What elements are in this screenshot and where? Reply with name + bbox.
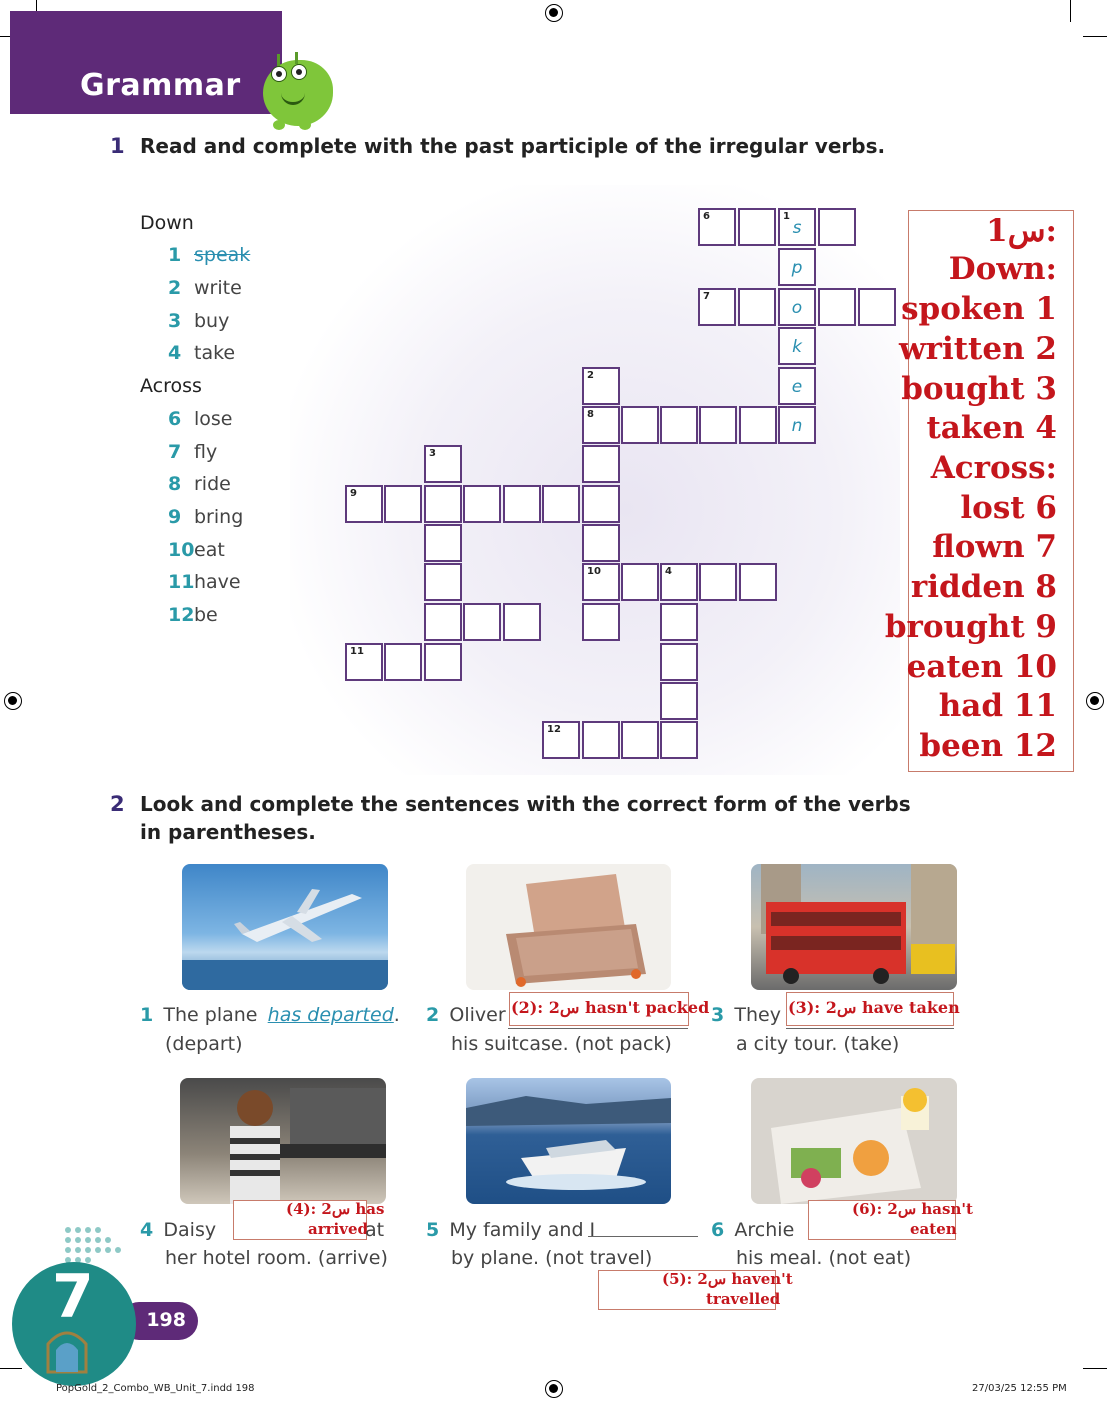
crossword-cell[interactable] bbox=[582, 485, 620, 523]
crossword-cell[interactable] bbox=[424, 563, 462, 601]
exercise-number: 1 bbox=[110, 134, 125, 158]
answer-annotation: eaten bbox=[910, 1220, 957, 1238]
crossword-cell[interactable] bbox=[738, 288, 776, 326]
answer-line: lost 6 bbox=[960, 490, 1057, 526]
exercise-number: 2 bbox=[110, 792, 125, 816]
crossword-cell[interactable]: p bbox=[778, 248, 816, 286]
tour-bus-photo bbox=[751, 864, 957, 990]
sentence-3-line-2: a city tour. (take) bbox=[736, 1033, 900, 1055]
answer-line: bought 3 bbox=[901, 371, 1057, 407]
crossword-cell[interactable] bbox=[384, 485, 422, 523]
answer-line: flown 7 bbox=[932, 529, 1057, 565]
clue-item: 7 fly bbox=[168, 441, 218, 463]
crossword-cell[interactable] bbox=[738, 208, 776, 246]
clue-item: 11have bbox=[168, 571, 241, 593]
crossword-cell[interactable] bbox=[699, 563, 737, 601]
crossword-cell[interactable] bbox=[621, 563, 659, 601]
sentence-5: 5 My family and I bbox=[426, 1219, 596, 1241]
exercise-instruction: Read and complete with the past participle of the irregular verbs. bbox=[140, 134, 886, 158]
answer-blank[interactable] bbox=[508, 1028, 688, 1029]
registration-mark-icon bbox=[545, 1380, 563, 1398]
crossword-cell[interactable]: 9 bbox=[345, 485, 383, 523]
clue-item: 9 bring bbox=[168, 506, 244, 528]
page-number: 198 bbox=[120, 1302, 198, 1340]
answer-line: brought 9 bbox=[884, 609, 1057, 645]
suitcase-photo bbox=[466, 864, 671, 990]
answer-annotation: س2 :(2) hasn't packed bbox=[511, 998, 710, 1017]
crossword-cell[interactable] bbox=[818, 208, 856, 246]
answer-annotation: travelled bbox=[706, 1290, 781, 1308]
clue-item: 10eat bbox=[168, 539, 225, 561]
crossword-cell[interactable] bbox=[503, 485, 541, 523]
sentence-2: 2 Oliver bbox=[426, 1004, 506, 1026]
answer-line: taken 4 bbox=[926, 410, 1057, 446]
sentence-4: 4 Daisy bbox=[140, 1219, 217, 1241]
clue-heading-down: Down bbox=[140, 212, 194, 234]
answer-annotation: س2 :(4) has bbox=[286, 1200, 385, 1218]
example-answer: has departed bbox=[267, 1004, 394, 1026]
crossword-cell[interactable] bbox=[660, 406, 698, 444]
sentence-4-after: at bbox=[365, 1219, 385, 1241]
clue-item: 8 ride bbox=[168, 473, 231, 495]
crossword-cell[interactable] bbox=[424, 524, 462, 562]
airline-meal-photo bbox=[751, 1078, 957, 1204]
crossword-cell[interactable] bbox=[542, 485, 580, 523]
crossword-cell[interactable]: 7 bbox=[698, 288, 736, 326]
crossword-cell[interactable] bbox=[858, 288, 896, 326]
clue-item: 2 write bbox=[168, 277, 242, 299]
crossword-cell[interactable] bbox=[739, 563, 777, 601]
footer-file-name: PopGold_2_Combo_WB_Unit_7.indd 198 bbox=[56, 1383, 255, 1394]
crossword-cell[interactable]: 6 bbox=[698, 208, 736, 246]
crossword-cell[interactable] bbox=[463, 603, 501, 641]
crossword-cell[interactable] bbox=[384, 643, 422, 681]
answer-annotation: س2 :(5) haven't bbox=[662, 1270, 793, 1288]
crossword-cell[interactable] bbox=[463, 485, 501, 523]
sentence-3: 3 They bbox=[711, 1004, 781, 1026]
crossword-cell[interactable] bbox=[660, 643, 698, 681]
crossword-cell[interactable]: 1 s bbox=[778, 208, 816, 246]
sentence-2-line-2: his suitcase. (not pack) bbox=[451, 1033, 672, 1055]
airplane-photo bbox=[182, 864, 388, 990]
crossword-cell[interactable] bbox=[582, 524, 620, 562]
answer-line: written 2 bbox=[898, 331, 1057, 367]
sentence-5-line-2: by plane. (not travel) bbox=[451, 1247, 653, 1269]
crossword-cell[interactable] bbox=[739, 406, 777, 444]
crossword-cell[interactable]: 4 bbox=[660, 563, 698, 601]
crossword-cell[interactable] bbox=[424, 485, 462, 523]
section-title: Grammar bbox=[80, 68, 241, 103]
crossword-cell[interactable] bbox=[660, 603, 698, 641]
crossword-cell[interactable] bbox=[424, 603, 462, 641]
speedboat-photo bbox=[466, 1078, 671, 1204]
crossword-cell[interactable]: o bbox=[778, 288, 816, 326]
crossword-cell[interactable]: k bbox=[778, 327, 816, 365]
answer-line: had 11 bbox=[938, 688, 1057, 724]
sentence-6: 6 Archie bbox=[711, 1219, 795, 1241]
answer-annotation: arrived bbox=[308, 1220, 368, 1238]
clue-item: 6 lose bbox=[168, 408, 233, 430]
crossword-cell[interactable] bbox=[621, 721, 659, 759]
crossword-cell[interactable]: n bbox=[778, 406, 816, 444]
unit-number: 7 bbox=[52, 1262, 94, 1332]
crossword-cell[interactable]: 10 bbox=[582, 563, 620, 601]
crossword-cell[interactable]: 3 bbox=[424, 445, 462, 483]
crossword-cell[interactable] bbox=[660, 721, 698, 759]
sentence-6-line-2: his meal. (not eat) bbox=[736, 1247, 912, 1269]
exercise-instruction: Look and complete the sentences with the correct form of the verbs bbox=[140, 792, 911, 816]
crossword-cell[interactable]: e bbox=[778, 367, 816, 405]
footer-date: 27/03/25 12:55 PM bbox=[972, 1383, 1067, 1394]
crossword-cell[interactable] bbox=[660, 682, 698, 720]
answer-key-box bbox=[884, 210, 1074, 772]
crossword-cell[interactable] bbox=[818, 288, 856, 326]
crossword-cell[interactable] bbox=[621, 406, 659, 444]
sentence-1-line-2: (depart) bbox=[165, 1033, 243, 1055]
answer-line: Down: bbox=[948, 251, 1057, 287]
crossword-cell[interactable] bbox=[424, 643, 462, 681]
answer-line: س1: bbox=[986, 213, 1057, 249]
crossword-cell[interactable] bbox=[582, 603, 620, 641]
ministry-logo-icon bbox=[44, 1322, 90, 1374]
exercise-instruction-continued: in parentheses. bbox=[140, 820, 316, 844]
crop-mark bbox=[1083, 1368, 1107, 1369]
sentence-4-line-2: her hotel room. (arrive) bbox=[165, 1247, 388, 1269]
crossword-cell[interactable] bbox=[582, 445, 620, 483]
crossword-cell[interactable]: 12 bbox=[542, 721, 580, 759]
answer-line: Across: bbox=[930, 450, 1057, 486]
answer-annotation: س2 :(3) have taken bbox=[788, 998, 960, 1017]
clue-heading-across: Across bbox=[140, 375, 202, 397]
crossword-cell[interactable] bbox=[699, 406, 737, 444]
crossword-cell[interactable]: 2 bbox=[582, 367, 620, 405]
crossword-cell[interactable] bbox=[503, 603, 541, 641]
clue-item: 3 buy bbox=[168, 310, 230, 332]
clue-item: 4 take bbox=[168, 342, 236, 364]
crop-mark bbox=[0, 1368, 22, 1369]
sentence-1: 1 The plane has departed. bbox=[140, 1004, 400, 1026]
hotel-checkin-photo bbox=[180, 1078, 386, 1204]
crossword-cell[interactable]: 11 bbox=[345, 643, 383, 681]
answer-annotation: س2 :(6) hasn't bbox=[852, 1200, 973, 1218]
crossword-cell[interactable] bbox=[582, 721, 620, 759]
answer-line: been 12 bbox=[919, 728, 1057, 764]
answer-blank[interactable] bbox=[588, 1236, 698, 1237]
clue-item: 1 speak bbox=[168, 244, 251, 266]
answer-blank[interactable] bbox=[786, 1028, 954, 1029]
answer-line: eaten 10 bbox=[906, 649, 1057, 685]
answer-line: spoken 1 bbox=[901, 291, 1057, 327]
answer-line: ridden 8 bbox=[910, 569, 1057, 605]
clue-item: 12be bbox=[168, 604, 218, 626]
crossword-cell[interactable]: 8 bbox=[582, 406, 620, 444]
